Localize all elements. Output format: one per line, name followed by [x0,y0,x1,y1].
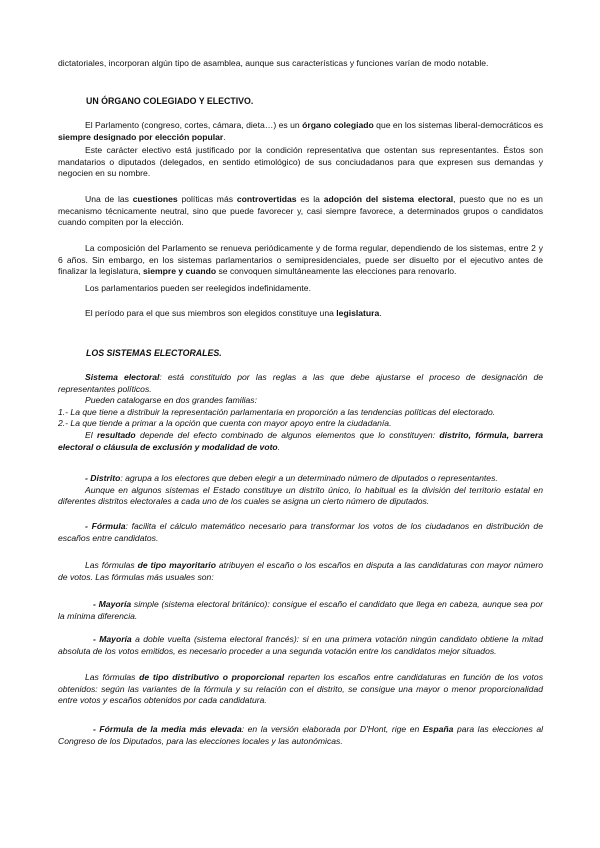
block-formula [58,521,543,544]
block-sistema-electoral [58,372,543,453]
mayoria-simple-text: simple (sistema electoral británico): consigue el escaño el candidato que llega en cabeza, aunque sea por la mínima diferencia. [58,599,543,621]
p4-bold-siempre: siempre y cuando [143,266,217,277]
p3-bold-adopcion: adopción del sistema electoral [323,194,454,204]
mayoritario-c: atribuyen el escaño o los escaños en disputa a las candidaturas con mayor número de votos. Las fórmulas más usuales son: [58,560,544,582]
intro-text: dictatoriales, incorporan algún tipo de asamblea, aunque sus características y funciones varían de modo notable. [58,58,489,68]
p3-bold-controvertidas: controvertidas [236,194,297,204]
term-distrito: - Distrito [85,473,121,483]
p3-bold-cuestiones: cuestiones [132,194,178,204]
p3-text-g: , puesto que no es un mecanismo técnicamente neutral, sino que puede favorecer y, casi siempre favorece, a determinados grupos o candidatos cuando compiten por la elección. [58,194,543,228]
term-media-elevada: - Fórmula de la media más elevada [93,724,242,734]
paragraph-legislatura [58,308,543,320]
term-sistema-electoral: Sistema electoral [85,372,160,382]
p1-text-c: que en los sistemas liberal-democráticos es [376,120,544,130]
intro-paragraph [58,58,543,70]
resultado-e: . [277,441,281,452]
p1-bold-organo: órgano colegiado [302,120,374,130]
p1-bold-eleccion: siempre designado por elección popular [58,131,224,142]
p3-text-e: es la [300,194,320,204]
resultado-line [58,430,543,453]
proporcional-c: reparten los escaños entre candidaturas en función de los votos obtenidos: según las variantes de la fórmula y su relación con el distrito, se consigue una mayor o menor proporcionalidad entre votos y escaños obtenidos por cada candidatura. [58,672,543,706]
paragraph-reelegidos [58,283,543,295]
media-elevada-rest: para las elecciones al Congreso de los Diputados, para las elecciones locales y las autonómicas. [58,724,544,746]
term-mayoria-doble: - Mayoría [93,634,132,644]
mayoria-doble-text: a doble vuelta (sistema electoral francés): si en una primera votación ningún candidato obtiene la mitad absoluta de los votos emitidos, es necesario proceder a una segunda votación entre los candidatos mejor situados. [58,634,543,656]
sistema-definition [58,372,543,395]
term-tipo-proporcional: de tipo distributivo o proporcional [139,672,285,682]
p1-text-a: El Parlamento (congreso, cortes, cámara, dieta…) es un [85,120,300,130]
sistema-text: : está constituido por las reglas a las que debe ajustarse el proceso de designación de representantes políticos. [58,372,544,394]
formula-text: : facilita el cálculo matemático necesario para transformar los votos de los ciudadanos en distribución de escaños entre candidatos. [58,521,543,543]
paragraph-caracter-electivo [58,145,543,180]
familia-item-2: 2.- La que tiende a primar a la opción que cuenta con mayor apoyo entre la ciudadanía. [58,418,392,429]
term-tipo-mayoritario: de tipo mayoritario [137,560,216,570]
block-mayoria-simple [58,599,543,622]
block-proporcional [58,672,543,707]
block-media-elevada [58,724,543,747]
paragraph-composicion [58,243,543,278]
term-resultado: resultado [96,429,136,440]
proporcional-a: Las fórmulas [85,672,136,682]
mayoritario-a: Las fórmulas [85,560,135,570]
media-elevada-text: : en la versión elaborada por D'Hont, rige en [241,724,420,734]
paragraph-sistema-electoral [58,194,543,229]
p2-text: Este carácter electivo está justificado por la condición representativa que ostentan sus representantes. Éstos son mandatarios o diputados (delegados, en sentido etimológico) de sus conciudadanos para que expresen sus demandas y negocien en su nombre. [58,145,543,179]
block-mayoria-doble [58,634,543,657]
p3-text-a: Una de las [85,194,129,204]
paragraph-parlamento [58,120,543,143]
p5-text: Los parlamentarios pueden ser reelegidos indefinidamente. [85,283,311,293]
country-espana: España [422,724,454,734]
term-formula: - Fórmula [85,521,126,531]
section-title-organo: UN ÓRGANO COLEGIADO Y ELECTIVO. [86,96,254,106]
distrito-text: : agrupa a los electores que deben elegir a un determinado número de diputados o representantes. [120,473,498,483]
familia-item-1: 1.- La que tiene a distribuir la representación parlamentaria en proporción a las tendencias políticas del electorado. [58,406,496,417]
p6-bold-legislatura: legislatura [336,308,380,318]
p3-text-c: políticas más [181,194,234,204]
term-mayoria-simple: - Mayoría [93,599,132,609]
p6-text-a: El período para el que sus miembros son elegidos constituye una [85,308,334,318]
p1-text-e: . [223,131,226,142]
block-mayoritario [58,560,543,583]
distrito-detail: Aunque en algunos sistemas el Estado constituye un distrito único, lo habitual es la división del territorio estatal en diferentes distritos electorales a cada uno de los cuales se asigna un cierto número de diputados. [58,484,543,507]
section-title-sistemas: LOS SISTEMAS ELECTORALES. [86,348,222,358]
block-distrito [58,473,543,508]
resultado-c: depende del efecto combinado de algunos elementos que lo constituyen: [139,429,436,440]
elementos-list: distrito, fórmula, barrera electoral o cláusula de exclusión y modalidad de voto [58,429,544,452]
p6-text-c: . [379,308,382,318]
resultado-a: El [85,429,93,440]
familias-line: Pueden catalogarse en dos grandes familias: [85,395,257,406]
p4-text-a: La composición del Parlamento se renueva periódicamente y de forma regular, dependiendo de los sistemas, entre 2 y 6 años. Sin embargo, en los sistemas parlamentarios o semipresidenciales, puede ser disuelto por el ejecutivo antes de finalizar la legislatura, [58,243,543,277]
distrito-definition [58,473,543,485]
p4-text-c: se convoquen simultáneamente las elecciones para renovarlo. [218,266,457,277]
